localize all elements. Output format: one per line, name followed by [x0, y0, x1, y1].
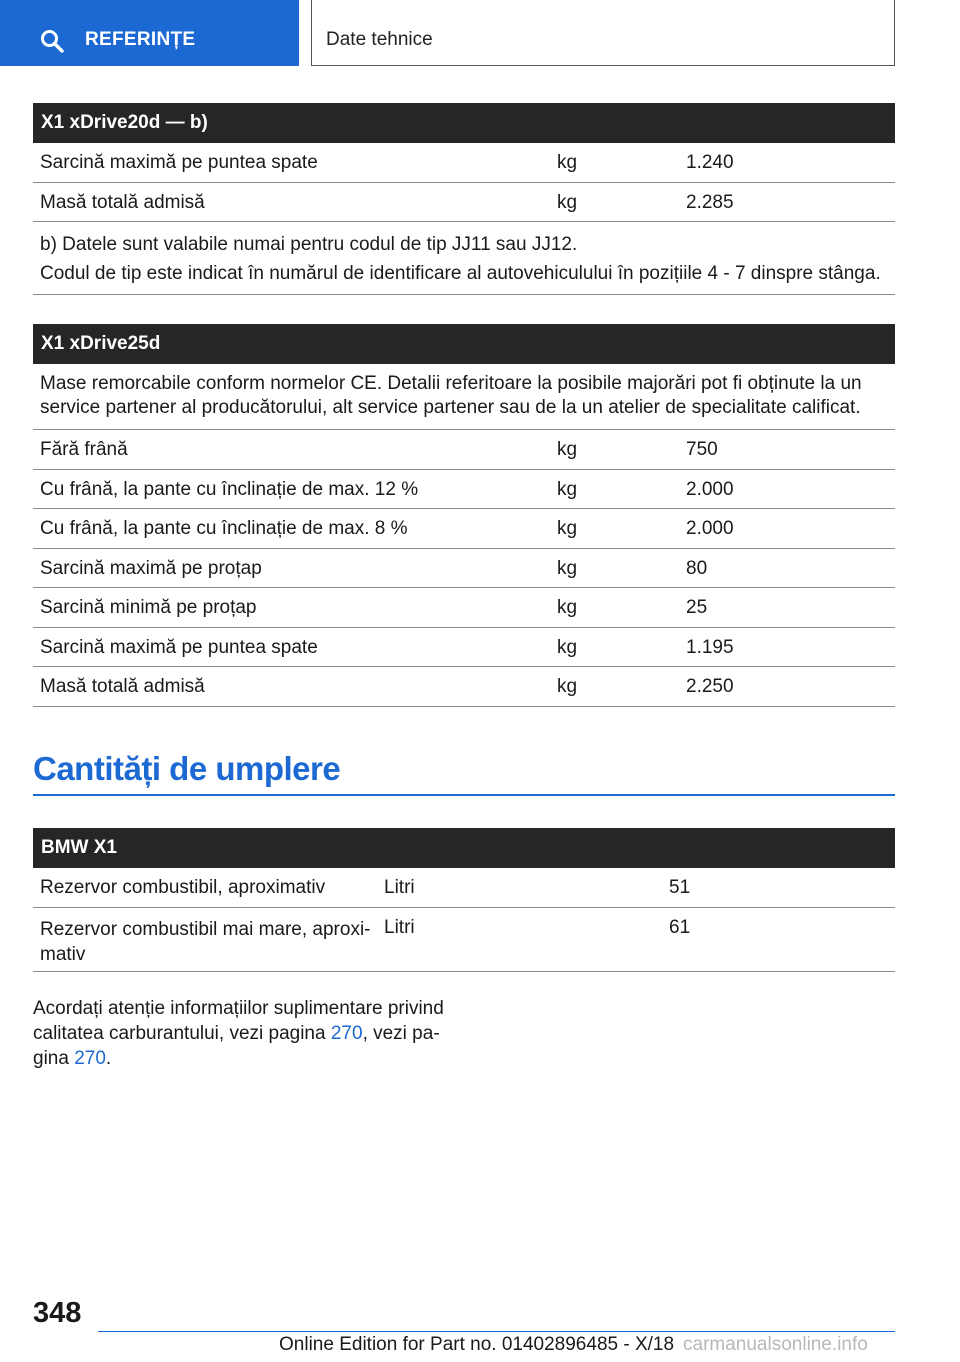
- watermark: carmanualsonline.info: [683, 1334, 868, 1355]
- table-row: [33, 183, 895, 223]
- footer-edition: Online Edition for Part no. 01402896485 - X/18: [279, 1334, 675, 1355]
- row-value: 2.000: [686, 478, 734, 500]
- page-header: [0, 0, 960, 66]
- row-label: Sarcină maximă pe puntea spate: [40, 152, 318, 173]
- row-value: 80: [686, 557, 708, 579]
- row-unit: kg: [557, 439, 578, 460]
- table-row: [33, 549, 895, 589]
- table-description: Mase remorcabile conform normelor CE. Detalii referitoare la posibile majorări pot fi obținute la un service partener al producătorului, alt service partener sau de la un atelier de specialitate calificat.: [33, 364, 895, 430]
- row-label: Sarcină maximă pe puntea spate: [40, 636, 318, 658]
- row-label: Masă totală admisă: [40, 191, 205, 213]
- footnote-line: b) Datele sunt valabile numai pentru codul de tip JJ11 sau JJ12.: [40, 234, 578, 255]
- table-title: BMW X1: [33, 828, 895, 868]
- table-title: X1 xDrive20d — b): [33, 103, 895, 143]
- row-value: 750: [686, 439, 718, 460]
- para-text: gina: [33, 1048, 75, 1069]
- table-title: X1 xDrive25d: [33, 324, 895, 364]
- row-value: 1.240: [686, 152, 734, 173]
- row-label-line: mativ: [40, 943, 86, 965]
- table-row: [33, 868, 895, 908]
- row-value: 61: [669, 916, 691, 938]
- row-label: Masă totală admisă: [40, 676, 205, 697]
- row-value: 2.285: [686, 191, 734, 213]
- para-text: , vezi pa-: [362, 1023, 440, 1044]
- row-unit: kg: [557, 557, 578, 579]
- table-row: [33, 143, 895, 183]
- row-unit: kg: [557, 597, 578, 618]
- row-unit: kg: [557, 152, 578, 173]
- row-unit: kg: [557, 636, 578, 658]
- row-label: Cu frână, la pante cu înclinație de max. 12 %: [40, 478, 419, 500]
- table-row: [33, 588, 895, 628]
- references-tab-label: REFERINȚE: [85, 29, 196, 50]
- section-tab[interactable]: [311, 0, 895, 66]
- references-tab[interactable]: [0, 0, 299, 66]
- table-bmw-x1-fuel: [33, 828, 895, 972]
- page-number: 348: [33, 1297, 82, 1329]
- table-row: [33, 908, 895, 972]
- row-unit: Litri: [384, 877, 415, 898]
- fuel-quality-note: [33, 996, 453, 1071]
- row-unit: kg: [557, 676, 578, 697]
- row-label-line: Rezervor combustibil mai mare, aproxi-: [40, 918, 371, 940]
- row-value: 25: [686, 597, 708, 618]
- para-text: calitatea carburantului, vezi pagina: [33, 1023, 331, 1044]
- row-label: Rezervor combustibil, aproximativ: [40, 877, 326, 898]
- row-label: Sarcină maximă pe proțap: [40, 557, 262, 579]
- row-value: 51: [669, 877, 691, 898]
- table-x1-xdrive20d: [33, 103, 895, 295]
- row-unit: Litri: [384, 916, 415, 938]
- table-row: [33, 628, 895, 668]
- row-value: 2.000: [686, 518, 734, 539]
- para-text: .: [105, 1048, 112, 1069]
- page-link[interactable]: 270: [330, 1023, 363, 1044]
- table-row: [33, 667, 895, 707]
- table-footnote: [33, 222, 895, 295]
- row-label: Fără frână: [40, 439, 128, 460]
- table-row: [33, 430, 895, 470]
- footer-divider: [98, 1331, 895, 1332]
- section-divider: [33, 794, 895, 796]
- row-label: [40, 917, 371, 967]
- table-row: [33, 470, 895, 510]
- search-icon: [40, 29, 64, 53]
- section-heading: Cantități de umplere: [33, 750, 341, 787]
- footnote-line: Codul de tip este indicat în numărul de identificare al autovehiculului în pozițiile 4 - 7 dinspre stânga.: [40, 263, 881, 284]
- table-row: [33, 509, 895, 549]
- row-value: 2.250: [686, 676, 734, 697]
- table-x1-xdrive25d: [33, 324, 895, 707]
- row-label: Sarcină minimă pe proțap: [40, 597, 257, 618]
- page-link[interactable]: 270: [74, 1048, 106, 1069]
- row-label: Cu frână, la pante cu înclinație de max. 8 %: [40, 518, 408, 539]
- row-value: 1.195: [686, 636, 734, 658]
- section-tab-label: Date tehnice: [326, 29, 433, 50]
- row-unit: kg: [557, 518, 578, 539]
- row-unit: kg: [557, 191, 578, 213]
- row-unit: kg: [557, 478, 578, 500]
- para-text: Acordați atenție informațiilor suplimentare privind: [33, 998, 444, 1019]
